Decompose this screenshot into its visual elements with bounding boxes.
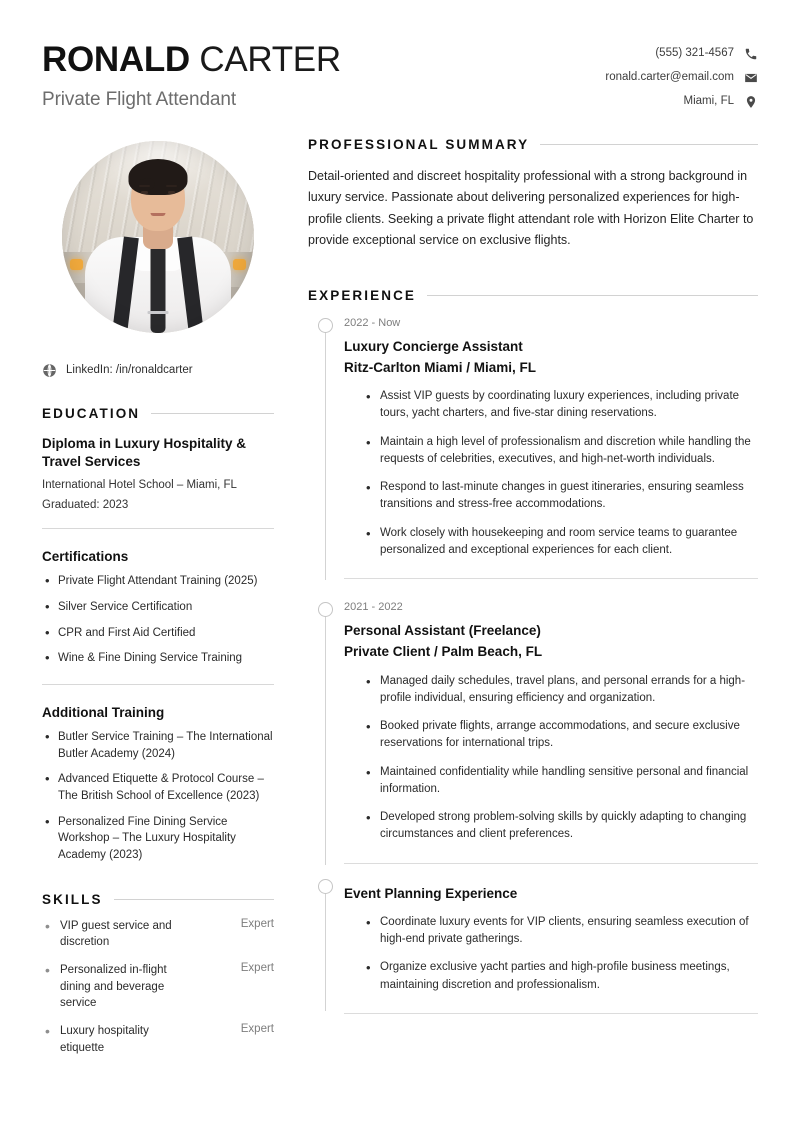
experience-list <box>308 309 758 1014</box>
main-content <box>274 137 758 1057</box>
additional-training-section <box>42 705 274 864</box>
experience-role: Personal Assistant (Freelance) <box>344 623 541 639</box>
list-item: • CPR and First Aid Certified <box>42 625 274 642</box>
skill-level: Expert <box>240 962 274 975</box>
list-item: • Assist VIP guests by coordinating luxury experiences, including private tours, yacht charters, and five-star dining reservations. <box>366 388 758 423</box>
skill-level: Expert <box>240 1023 274 1036</box>
job-title: Private Flight Attendant <box>42 88 237 110</box>
experience-date: 2022 - Now <box>344 316 401 329</box>
skills-heading <box>42 892 274 907</box>
certifications-heading: Certifications <box>42 549 129 565</box>
globe-icon <box>42 363 57 378</box>
additional-training-heading: Additional Training <box>42 705 165 721</box>
experience-bullets <box>344 673 758 844</box>
experience-date: 2021 - 2022 <box>344 601 403 614</box>
experience-bullets <box>344 914 758 994</box>
skill-name: • Luxury hospitality etiquette <box>42 1023 194 1056</box>
list-item: • Coordinate luxury events for VIP clients, ensuring seamless execution of high-end private gatherings. <box>366 914 758 949</box>
first-name: RONALD <box>42 40 190 79</box>
education-heading-label: EDUCATION <box>42 405 141 421</box>
experience-item <box>308 864 758 1009</box>
page-title <box>42 42 341 79</box>
experience-item <box>308 579 758 858</box>
certifications-list <box>42 573 274 667</box>
experience-heading-label: EXPERIENCE <box>308 287 417 303</box>
heading-rule <box>151 413 274 414</box>
skill-name: • Personalized in-flight dining and beverage service <box>42 962 194 1012</box>
contact-phone-text: (555) 321-4567 <box>655 46 734 59</box>
list-item: • Butler Service Training – The International Butler Academy (2024) <box>42 729 274 762</box>
experience-heading <box>308 288 758 303</box>
list-item: • Developed strong problem-solving skills by quickly adapting to changing circumstances and client preferences. <box>366 809 758 844</box>
list-item: • Managed daily schedules, travel plans, and personal errands for a high-profile individual, ensuring efficiency and organization. <box>366 673 758 708</box>
timeline-line <box>325 318 326 580</box>
sidebar <box>42 137 274 1057</box>
location-icon <box>743 94 758 109</box>
phone-icon <box>743 46 758 61</box>
list-item: • Respond to last-minute changes in guest itineraries, ensuring seamless transitions and stress-free accommodations. <box>366 479 758 514</box>
contact-phone[interactable] <box>655 46 758 61</box>
list-item: • Advanced Etiquette & Protocol Course – The British School of Excellence (2023) <box>42 771 274 804</box>
education-heading <box>42 406 274 421</box>
timeline-dot-icon <box>318 602 333 617</box>
experience-item <box>308 309 758 574</box>
contact-email[interactable] <box>605 70 758 85</box>
experience-org: Private Client / Palm Beach, FL <box>344 644 543 660</box>
list-item: • Wine & Fine Dining Service Training <box>42 650 274 667</box>
list-item <box>42 1023 274 1056</box>
avatar-vignette <box>62 141 254 333</box>
heading-rule <box>540 144 758 145</box>
email-icon <box>743 70 758 85</box>
timeline-dot-icon <box>318 879 333 894</box>
summary-text: Detail-oriented and discreet hospitality professional with a strong background in luxury service. Passionate about delivering personalized experiences for high-profile clients. Seeking a private flight attendant role with Horizon Elite Charter to provide exceptional service on exclusive flights. <box>308 168 754 248</box>
summary-heading <box>308 137 758 152</box>
certifications-section <box>42 549 274 667</box>
contact-location-text: Miami, FL <box>683 94 734 107</box>
skills-section <box>42 892 274 1057</box>
experience-section <box>308 288 758 1014</box>
sidebar-divider <box>42 684 274 685</box>
list-item: • Private Flight Attendant Training (2025) <box>42 573 274 590</box>
skill-name: • VIP guest service and discretion <box>42 918 194 951</box>
list-item <box>42 962 274 1012</box>
contact-list <box>605 36 758 109</box>
education-graduated: Graduated: 2023 <box>42 499 129 512</box>
timeline-dot-icon <box>318 318 333 333</box>
last-name: CARTER <box>199 40 341 79</box>
name-block <box>42 36 341 111</box>
experience-role: Luxury Concierge Assistant <box>344 338 523 354</box>
list-item: • Personalized Fine Dining Service Workshop – The Luxury Hospitality Academy (2023) <box>42 814 274 864</box>
linkedin-text: LinkedIn: /in/ronaldcarter <box>66 364 193 377</box>
contact-email-text: ronald.carter@email.com <box>605 70 734 83</box>
heading-rule <box>114 899 274 900</box>
skills-heading-label: SKILLS <box>42 891 103 907</box>
avatar <box>62 141 254 333</box>
list-item: • Booked private flights, arrange accommodations, and secure exclusive reservations for international trips. <box>366 718 758 753</box>
summary-heading-label: PROFESSIONAL SUMMARY <box>308 136 530 152</box>
education-section <box>42 406 274 512</box>
list-item: • Work closely with housekeeping and room service teams to guarantee personalized and exceptional experiences for each client. <box>366 525 758 560</box>
contact-location[interactable] <box>684 94 758 109</box>
linkedin-link[interactable] <box>42 363 274 378</box>
list-item: • Organize exclusive yacht parties and high-profile business meetings, maintaining discretion and professionalism. <box>366 959 758 994</box>
summary-section <box>308 137 758 252</box>
experience-divider <box>344 1013 758 1014</box>
list-item <box>42 918 274 951</box>
experience-bullets <box>344 388 758 559</box>
list-item: • Maintain a high level of professionalism and discretion while handling the requests of celebrities, executives, and high-net-worth individuals. <box>366 434 758 469</box>
list-item: • Maintained confidentiality while handling sensitive personal and financial information. <box>366 764 758 799</box>
experience-org: Ritz-Carlton Miami / Miami, FL <box>344 359 537 375</box>
skill-level: Expert <box>240 917 274 930</box>
heading-rule <box>427 295 758 296</box>
timeline-line <box>325 602 326 864</box>
list-item: • Silver Service Certification <box>42 599 274 616</box>
avatar-wrap <box>42 141 274 333</box>
resume-header <box>42 36 758 111</box>
resume-body <box>42 137 758 1057</box>
sidebar-divider <box>42 528 274 529</box>
additional-training-list <box>42 729 274 864</box>
education-degree: Diploma in Luxury Hospitality & Travel Services <box>42 435 247 469</box>
timeline-line <box>325 879 326 1011</box>
experience-role: Event Planning Experience <box>344 885 518 901</box>
education-school: International Hotel School – Miami, FL <box>42 479 237 492</box>
